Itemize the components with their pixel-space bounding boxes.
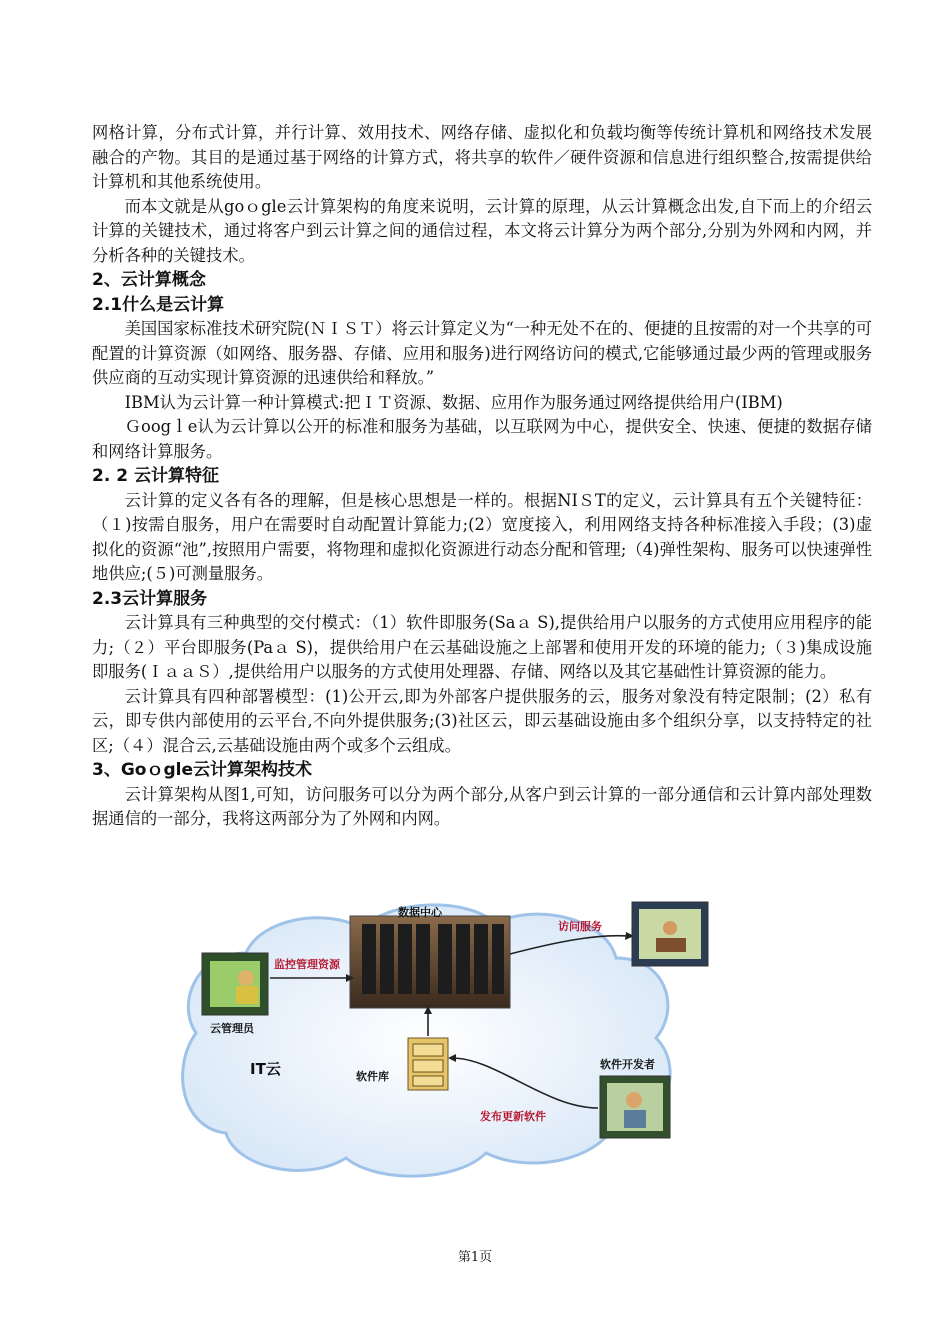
label-repo: 软件库	[356, 1070, 389, 1083]
subsection-heading: 2. 2 云计算特征	[92, 466, 219, 486]
paragraph: 美国国家标准技术研究院(ＮＩＳＴ）将云计算定义为“一种无处不在的、便捷的且按需的对一个共享的可配置的计算资源（如网络、服务器、存储、应用和服务)进行网络访问的模式,它能够通过最少两的管理或服务供应商的互动实现计算资源的迅速供给和释放。”	[92, 319, 872, 387]
users-meeting-icon	[632, 902, 708, 966]
subsection-heading: 2.3云计算服务	[92, 588, 208, 609]
software-repository-icon	[408, 1038, 448, 1090]
label-developer: 软件开发者	[600, 1058, 655, 1071]
document-body	[92, 121, 872, 832]
label-cloud: IT云	[250, 1060, 281, 1078]
label-access: 访问服务	[558, 920, 602, 933]
paragraph: 云计算具有四种部署模型：(1)公开云,即为外部客户提供服务的云，服务对象没有特定限制；(2）私有云，即专供内部使用的云平台,不向外提供服务;(3)社区云，即云基础设施由多个组织分享，以支持特定的社区;（４）混合云,云基础设施由两个或多个云组成。	[92, 686, 872, 755]
paragraph: Ｇoogｌe认为云计算以公开的标准和服务为基础，以互联网为中心，提供安全、快速、便捷的数据存储和网络计算服务。	[92, 417, 872, 461]
label-datacenter: 数据中心	[398, 906, 442, 919]
paragraph: 云计算具有三种典型的交付模式：（1）软件即服务(Saａ S),提供给用户以服务的方式使用应用程序的能力;（２）平台即服务(Paａ S)，提供给用户在云基础设施之上部署和使用开发的环境的能力;（３)集成设施即服务(ＩａａＳ）,提供给用户以服务的方式使用处理器、存储、网络以及其它基础性计算资源的能力。	[92, 613, 872, 681]
cloud-architecture-figure	[166, 898, 726, 1188]
label-admin: 云管理员	[210, 1022, 254, 1035]
developer-icon	[600, 1076, 670, 1138]
label-monitor: 监控管理资源	[274, 958, 340, 971]
paragraph: 网格计算，分布式计算，并行计算、效用技术、网络存储、虚拟化和负载均衡等传统计算机和网络技术发展融合的产物。其目的是通过基于网络的计算方式，将共享的软件／硬件资源和信息进行组织整合,按需提供给计算机和其他系统使用。	[92, 123, 872, 191]
paragraph: 云计算的定义各有各的理解，但是核心思想是一样的。根据NIＳT的定义，云计算具有五个关键特征：（１)按需自服务，用户在需要时自动配置计算能力;(2）宽度接入，利用网络支持各种标准接入手段；(3)虚拟化的资源“池”,按照用户需要，将物理和虚拟化资源进行动态分配和管理;（4)弹性架构、服务可以快速弹性地供应;(５)可测量服务。	[92, 490, 872, 583]
page-footer: 第1页	[457, 1250, 493, 1265]
section-heading: 3、Goｏgle云计算架构技术	[92, 760, 312, 780]
paragraph: IBM认为云计算一种计算模式:把ＩＴ资源、数据、应用作为服务通过网络提供给用户(IBM)	[124, 392, 783, 412]
admin-computer-icon	[202, 953, 268, 1015]
paragraph: 而本文就是从goｏgle云计算架构的角度来说明，云计算的原理，从云计算概念出发,自下而上的介绍云计算的关键技术，通过将客户到云计算之间的通信过程，本文将云计算分为两个部分,分别为外网和内网，并分析各种的关键技术。	[92, 196, 872, 265]
section-heading: 2、云计算概念	[92, 270, 206, 290]
subsection-heading: 2.1什么是云计算	[92, 294, 225, 315]
label-publish: 发布更新软件	[480, 1110, 546, 1123]
figure-drawing	[166, 898, 726, 1188]
paragraph: 云计算架构从图1,可知，访问服务可以分为两个部分,从客户到云计算的一部分通信和云计算内部处理数据通信的一部分，我将这两部分为了外网和内网。	[92, 784, 872, 828]
